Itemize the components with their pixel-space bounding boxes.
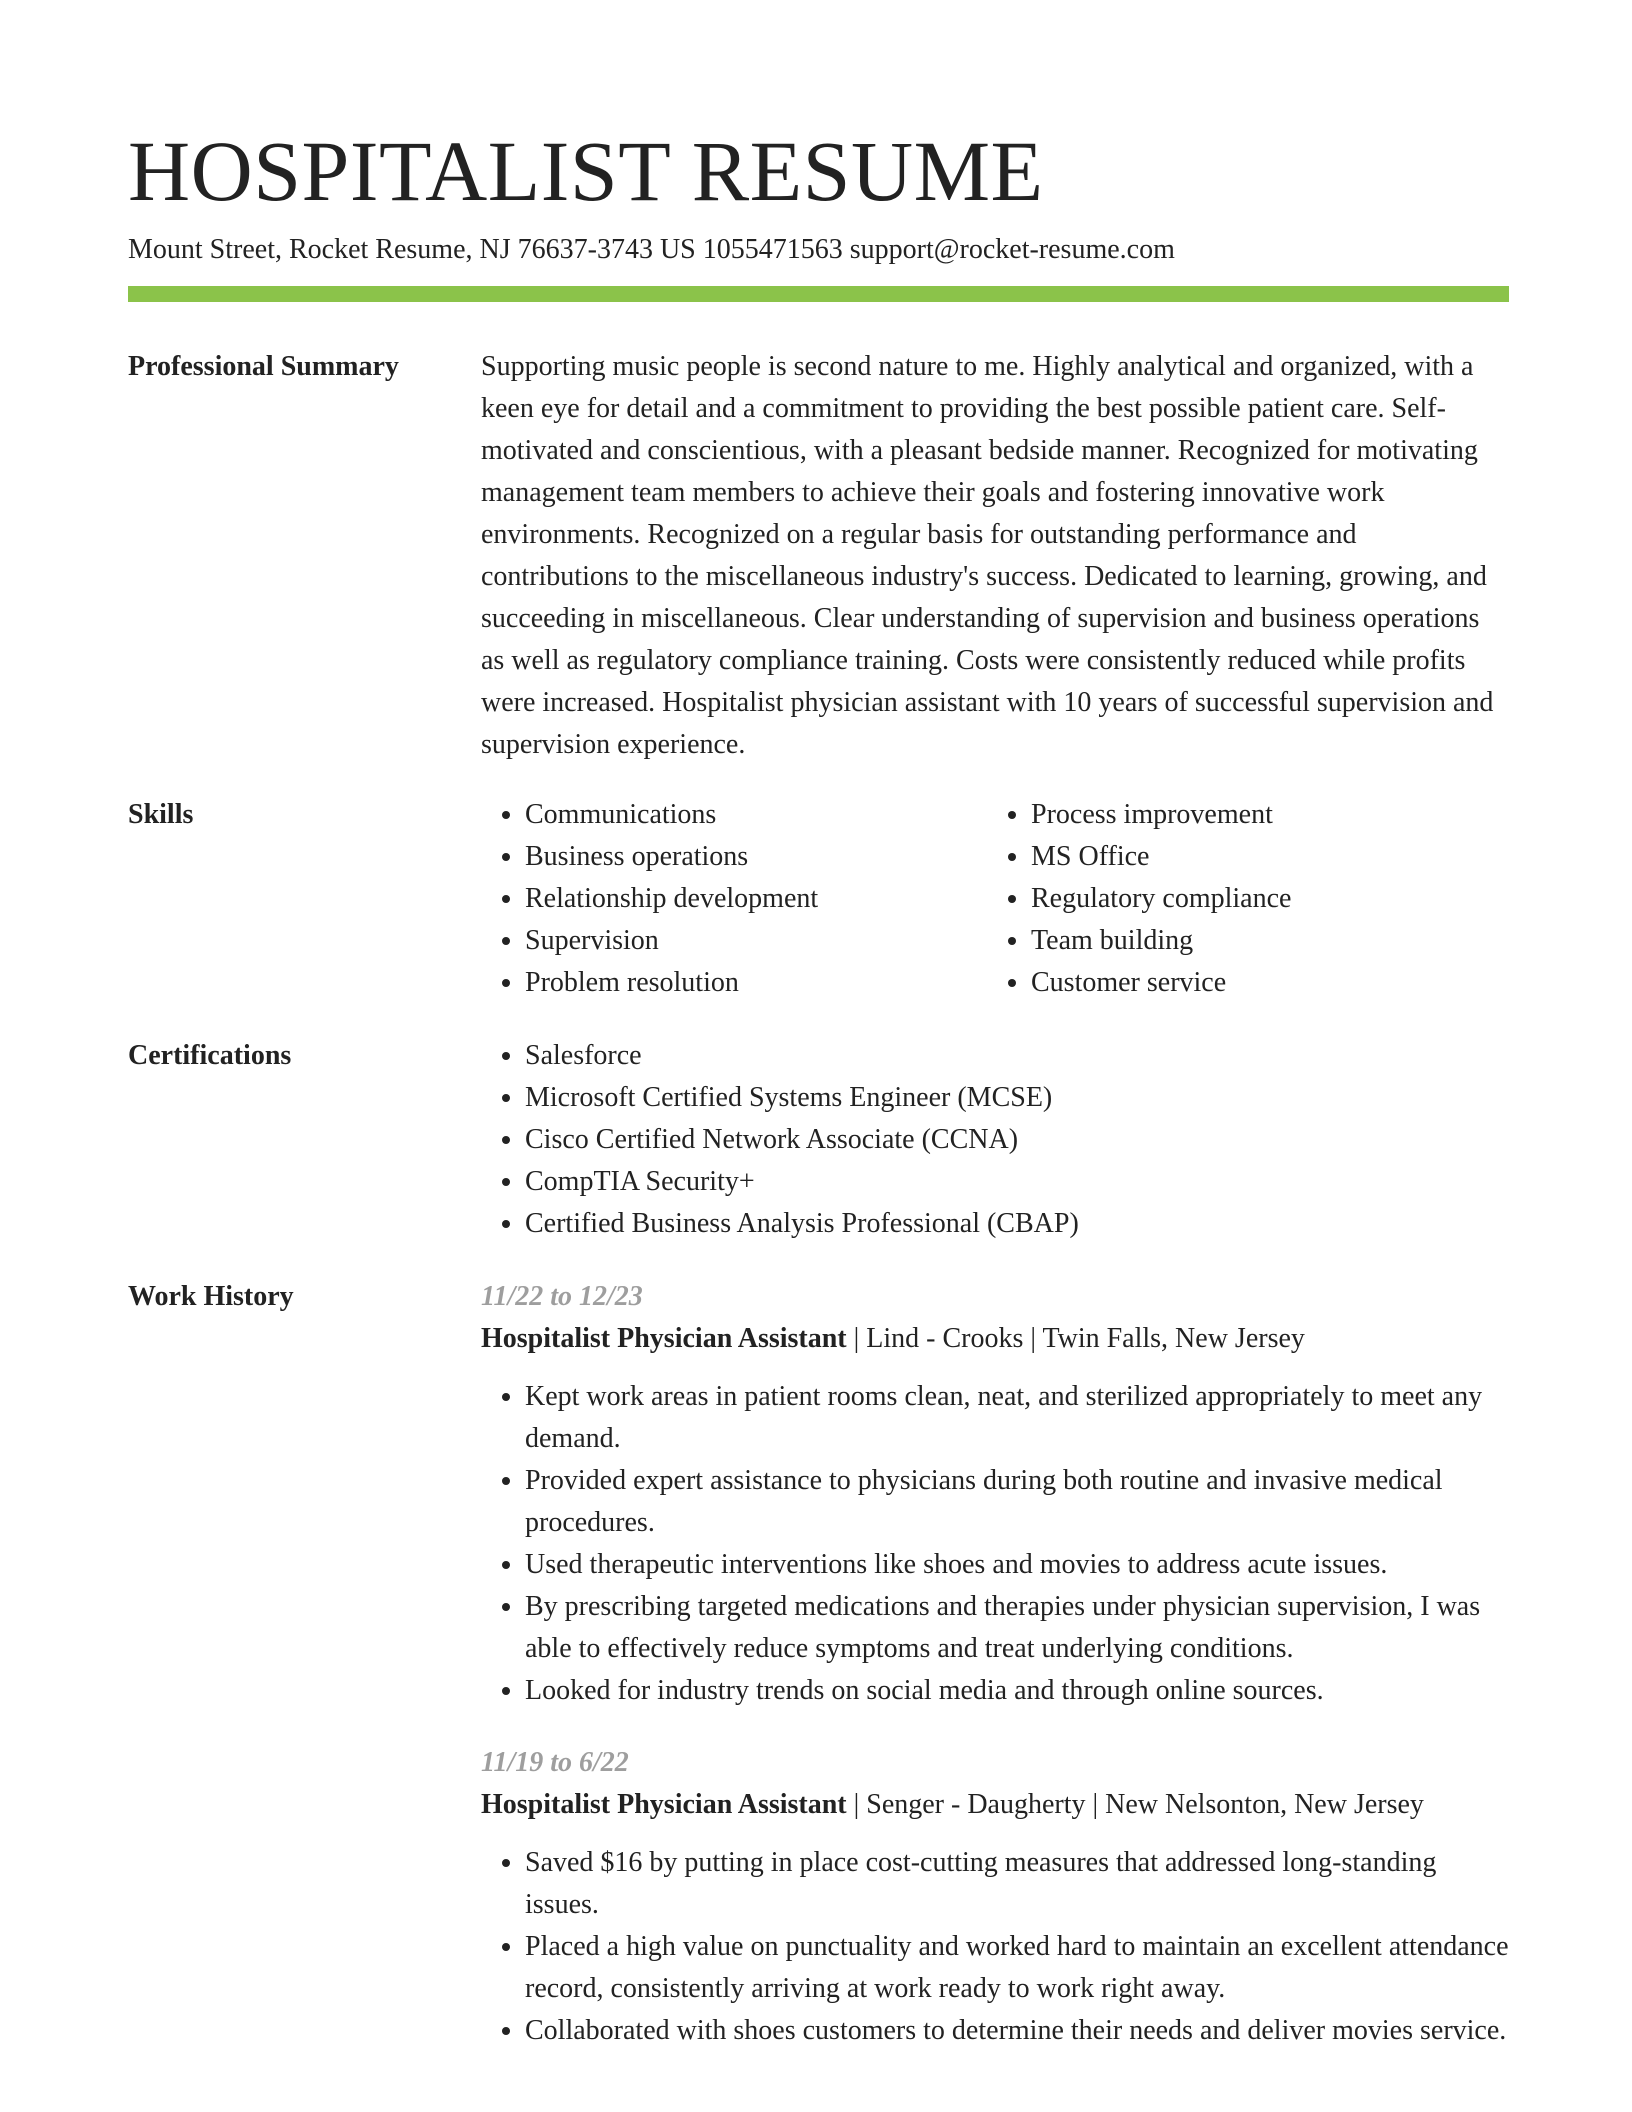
job-bullet: • By prescribing targeted medications and therapies under physician supervision, I was able to effectively reduce symptoms and treat underlying conditions. — [525, 1586, 1509, 1670]
certifications-body — [481, 1035, 1509, 1245]
skills-list-left — [481, 794, 987, 1004]
skill-item: • Communications — [525, 794, 987, 836]
section-heading-certifications: Certifications — [128, 1040, 292, 1071]
certification-item: • Cisco Certified Network Associate (CCNA) — [525, 1119, 1509, 1161]
job-bullet: • Placed a high value on punctuality and worked hard to maintain an excellent attendance record, consistently arriving at work ready to work right away. — [525, 1926, 1509, 2010]
job-bullets — [481, 1842, 1509, 2052]
skill-item: • Supervision — [525, 920, 987, 962]
job-bullet: • Provided expert assistance to physicians during both routine and invasive medical procedures. — [525, 1460, 1509, 1544]
skills-body — [481, 794, 1509, 1004]
skill-item: • Problem resolution — [525, 962, 987, 1004]
section-heading-summary: Professional Summary — [128, 351, 399, 382]
job-heading — [481, 1318, 1509, 1360]
contact-info: Mount Street, Rocket Resume, NJ 76637-3743 US 1055471563 support@rocket-resume.com — [128, 234, 1175, 265]
certification-item: • Microsoft Certified Systems Engineer (MCSE) — [525, 1077, 1509, 1119]
job-bullet: • Saved $16 by putting in place cost-cutting measures that addressed long-standing issues. — [525, 1842, 1509, 1926]
work-history-body — [481, 1276, 1509, 2052]
summary-text: Supporting music people is second nature to me. Highly analytical and organized, with a keen eye for detail and a commitment to providing the best possible patient care. Self-motivated and conscientious, with a pleasant bedside manner. Recognized for motivating management team members to achieve their goals and fostering innovative work environments. Recognized on a regular basis for outstanding performance and contributions to the miscellaneous industry's success. Dedicated to learning, growing, and succeeding in miscellaneous. Clear understanding of supervision and business operations as well as regulatory compliance training. Costs were consistently reduced while profits were increased. Hospitalist physician assistant with 10 years of successful supervision and supervision experience. — [481, 351, 1494, 760]
summary-body — [481, 346, 1509, 766]
job-bullet: • Collaborated with shoes customers to determine their needs and deliver movies service. — [525, 2010, 1509, 2052]
job-bullet: • Kept work areas in patient rooms clean, neat, and sterilized appropriately to meet any demand. — [525, 1376, 1509, 1460]
skill-item: • Relationship development — [525, 878, 987, 920]
skill-item: • Team building — [1031, 920, 1493, 962]
job-title: Hospitalist Physician Assistant — [481, 1323, 847, 1354]
certification-item: • Certified Business Analysis Professional (CBAP) — [525, 1203, 1509, 1245]
job-entry — [481, 1276, 1509, 1712]
skill-item: • Customer service — [1031, 962, 1493, 1004]
job-title: Hospitalist Physician Assistant — [481, 1789, 847, 1820]
section-heading-skills: Skills — [128, 799, 194, 830]
job-details: | Senger - Daugherty | New Nelsonton, New Jersey — [846, 1789, 1424, 1820]
certification-item: • CompTIA Security+ — [525, 1161, 1509, 1203]
job-entry — [481, 1742, 1509, 2052]
section-heading-work-history: Work History — [128, 1281, 294, 1312]
certification-item: • Salesforce — [525, 1035, 1509, 1077]
skill-item: • Process improvement — [1031, 794, 1493, 836]
job-bullet: • Looked for industry trends on social media and through online sources. — [525, 1670, 1509, 1712]
job-dates: 11/22 to 12/23 — [481, 1281, 643, 1312]
skill-item: • MS Office — [1031, 836, 1493, 878]
job-details: | Lind - Crooks | Twin Falls, New Jersey — [846, 1323, 1305, 1354]
certifications-list — [481, 1035, 1509, 1245]
skills-list-right — [987, 794, 1493, 1004]
skills-column-left — [481, 794, 987, 1004]
skills-column-right — [987, 794, 1493, 1004]
job-dates: 11/19 to 6/22 — [481, 1747, 629, 1778]
resume-title: HOSPITALIST RESUME — [128, 123, 1044, 219]
skill-item: • Regulatory compliance — [1031, 878, 1493, 920]
skill-item: • Business operations — [525, 836, 987, 878]
job-bullets — [481, 1376, 1509, 1712]
job-heading — [481, 1784, 1509, 1826]
header-divider — [128, 286, 1509, 302]
job-bullet: • Used therapeutic interventions like shoes and movies to address acute issues. — [525, 1544, 1509, 1586]
